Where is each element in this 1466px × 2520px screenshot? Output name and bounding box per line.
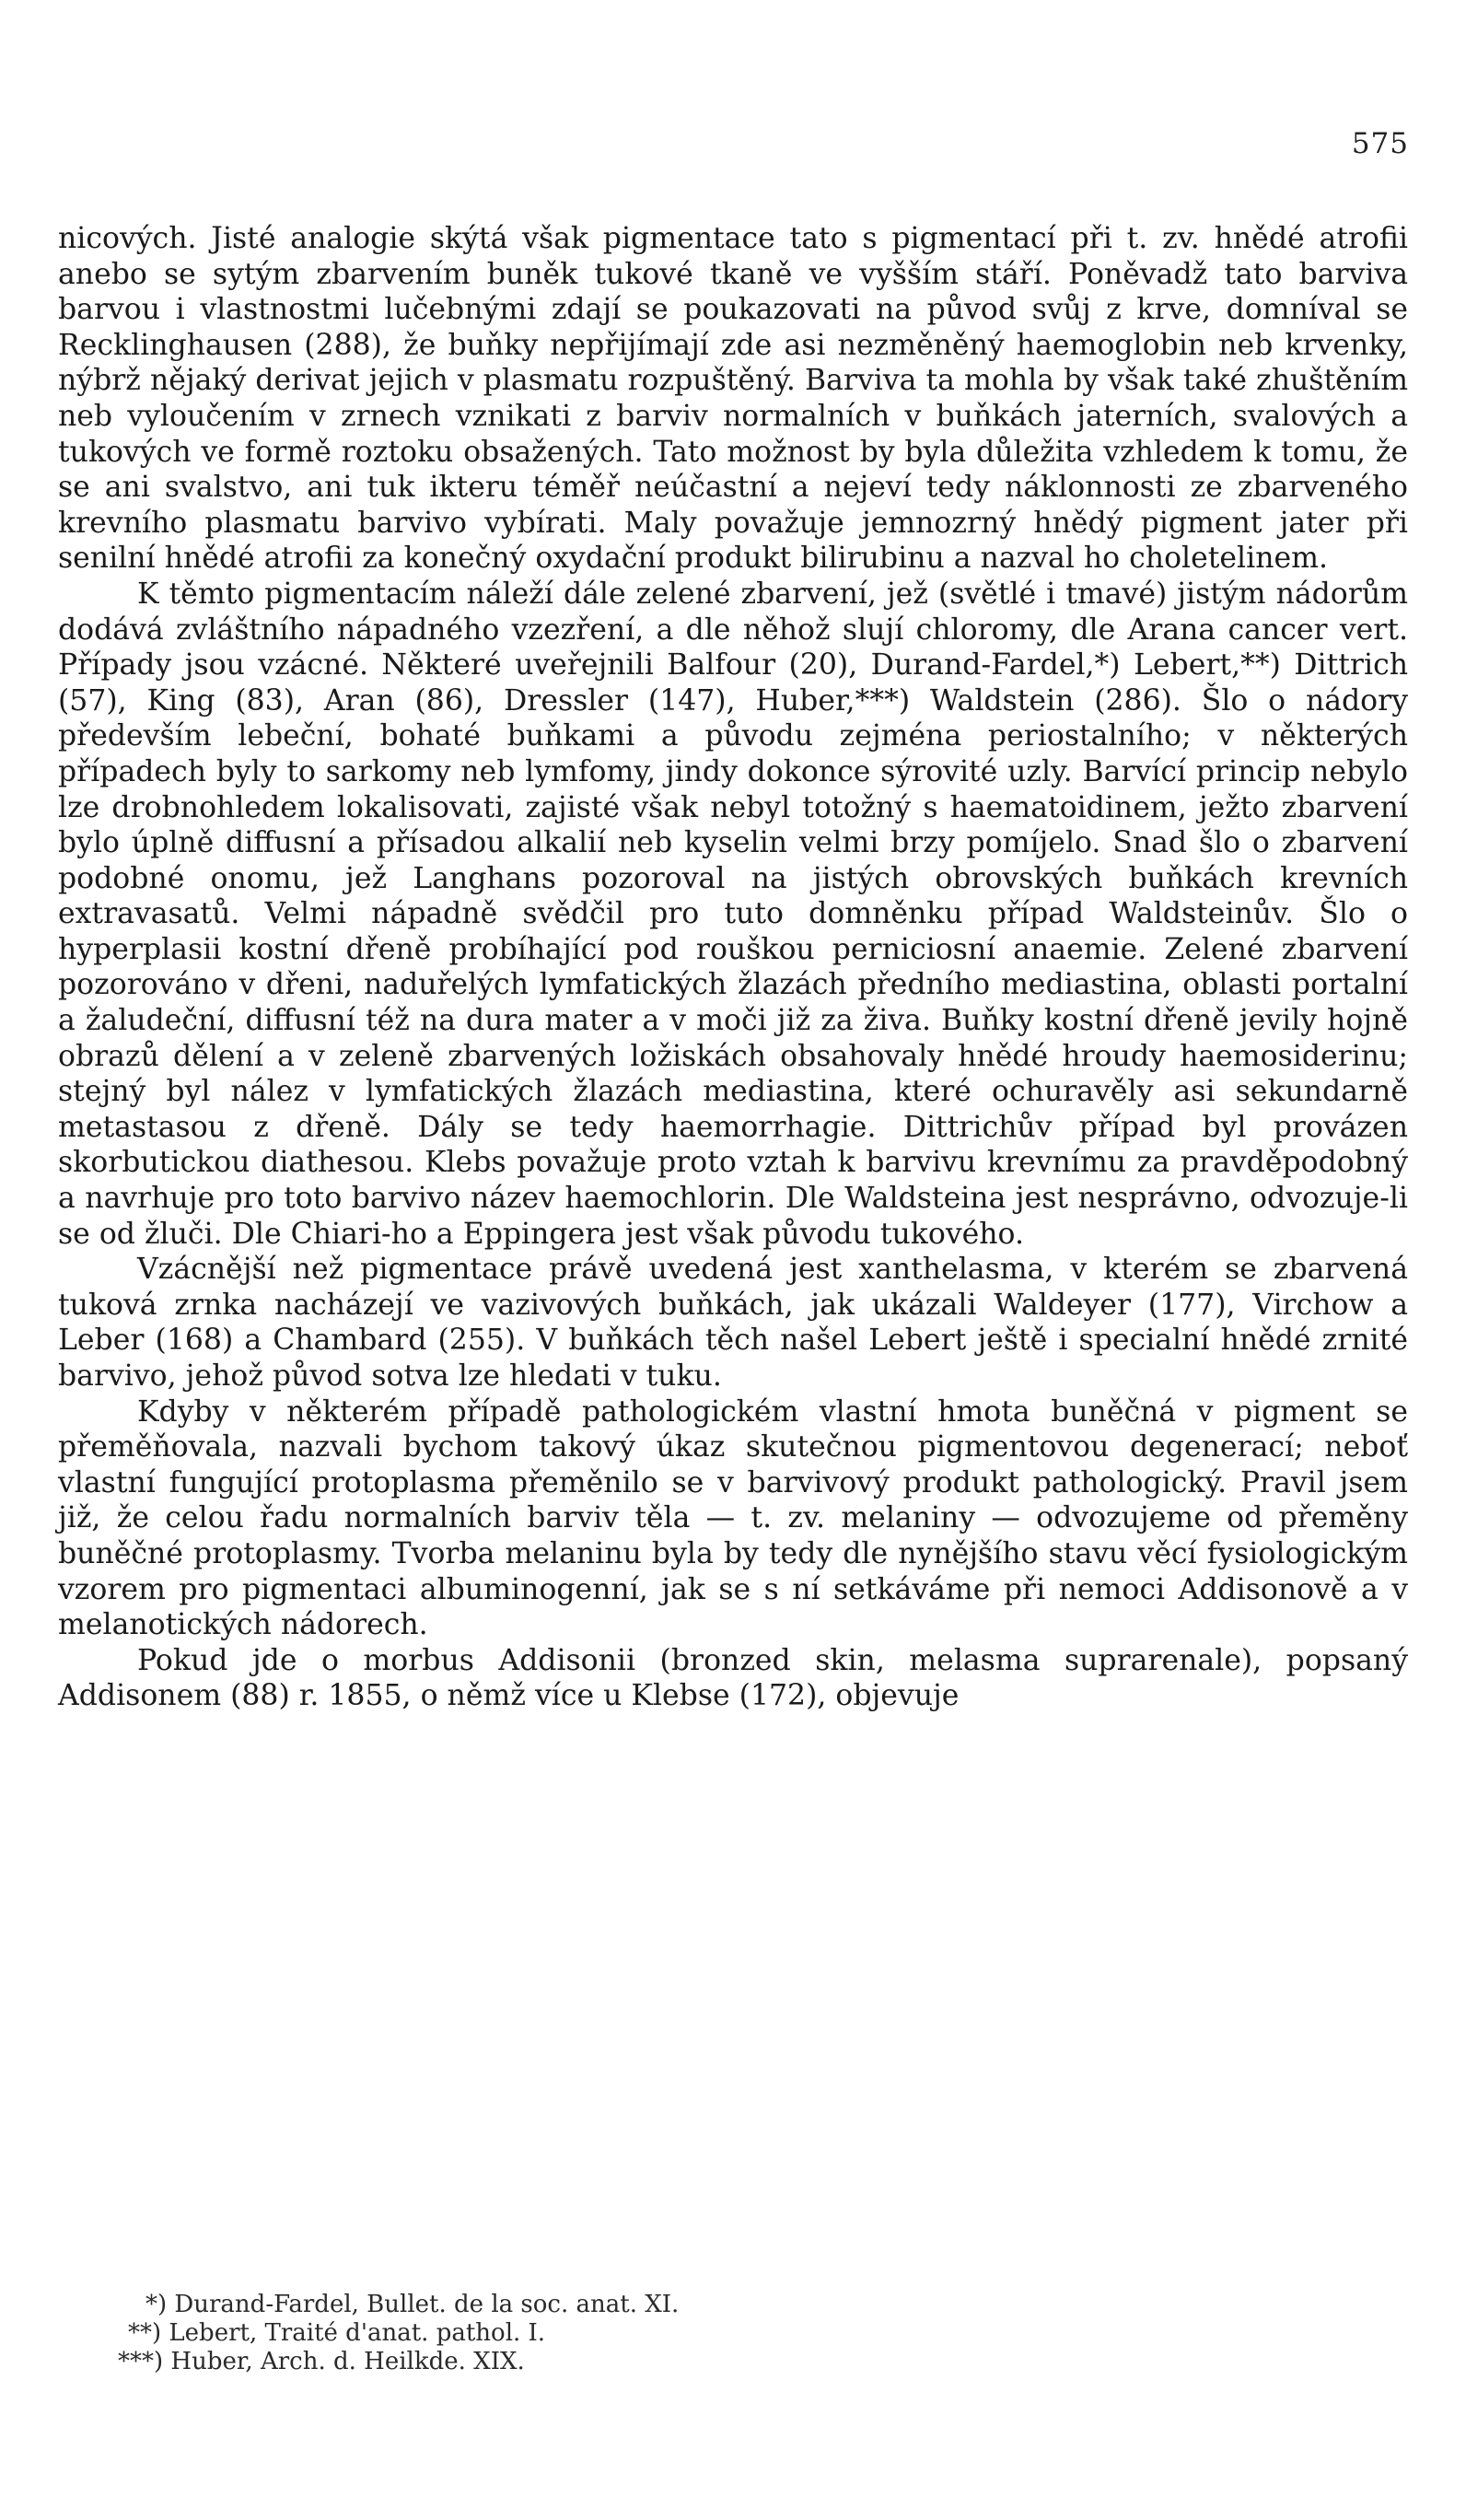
page-number: 575	[1351, 127, 1409, 160]
body-text	[58, 221, 1408, 1714]
footnote-2: **) Lebert, Traité d'anat. pathol. I.	[128, 2319, 546, 2347]
footnote-1: *) Durand-Fardel, Bullet. de la soc. anat. XI.	[145, 2291, 680, 2318]
footnote-3: ***) Huber, Arch. d. Heilkde. XIX.	[118, 2348, 525, 2375]
paragraph-3: Vzácnější než pigmentace právě uvedená jest xanthelasma, v kterém se zbarvená tuková zrnka nacházejí ve vazivových buňkách, jak ukázali Waldeyer (177), Virchow a Leber (168) a Chambard (255). V buňkách těch našel Lebert ještě i specialní hnědé zrnité barvivo, jehož původ sotva lze hledati v tuku.	[58, 1253, 1408, 1393]
paragraph-4: Kdyby v některém případě pathologickém vlastní hmota buněčná v pigment se přeměňovala, nazvali bychom takový úkaz skutečnou pigmentovou degenerací; neboť vlastní fungující protoplasma přeměnilo se v barvivový produkt pathologický. Pravil jsem již, že celou řadu normalních barviv těla — t. zv. melaniny — odvozujeme od přeměny buněčné protoplasmy. Tvorba melaninu byla by tedy dle nynějšího stavu věcí fysiologickým vzorem pro pigmentaci albuminogenní, jak se s ní setkáváme při nemoci Addisonově a v melanotických nádorech.	[58, 1394, 1408, 1642]
paragraph-1: nicových. Jisté analogie skýtá však pigmentace tato s pigmentací při t. zv. hnědé atrofii anebo se sytým zbarvením buněk tukové tkaně ve vyšším stáří. Poněvadž tato barviva barvou i vlastnostmi lučebnými zdají se poukazovati na původ svůj z krve, domníval se Recklinghausen (288), že buňky nepřijímají zde asi nezměněný haemoglobin neb krvenky, nýbrž nějaký derivat jejich v plasmatu rozpuštěný. Barviva ta mohla by však také zhuštěním neb vyloučením v zrnech vznikati z barviv normalních v buňkách jaterních, svalových a tukových ve formě roztoku obsažených. Tato možnost by byla důležita vzhledem k tomu, že se ani svalstvo, ani tuk ikteru téměř neúčastní a nejeví tedy náklonnosti ze zbarveného krevního plasmatu barvivo vybírati. Maly považuje jemnozrný hnědý pigment jater při senilní hnědé atrofii za konečný oxydační produkt bilirubinu a nazval ho choletelinem.	[58, 222, 1408, 576]
paragraph-2: K těmto pigmentacím náleží dále zelené zbarvení, jež (světlé i tmavé) jistým nádorům dodává zvláštního nápadného vzezření, a dle něhož slují chloromy, dle Arana cancer vert. Případy jsou vzácné. Některé uveřejnili Balfour (20), Durand-Fardel,*) Lebert,**) Dittrich (57), King (83), Aran (86), Dressler (147), Huber,***) Waldstein (286). Šlo o nádory především lebeční, bohaté buňkami a původu zejména periostalního; v některých případech byly to sarkomy neb lymfomy, jindy dokonce sýrovité uzly. Barvící princip nebylo lze drobnohledem lokalisovati, zajisté však nebyl totožný s haematoidinem, ježto zbarvení bylo úplně diffusní a přísadou alkalií neb kyselin velmi brzy pomíjelo. Snad šlo o zbarvení podobné onomu, jež Langhans pozoroval na jistých obrovských buňkách krevních extravasatů. Velmi nápadně svědčil pro tuto domněnku případ Waldsteinův. Šlo o hyperplasii kostní dřeně probíhající pod rouškou perniciosní anaemie. Zelené zbarvení pozorováno v dřeni, naduřelých lymfatických žlazách předního mediastina, oblasti portalní a žaludeční, diffusní též na dura mater a v moči již za živa. Buňky kostní dřeně jevily hojně obrazů dělení a v zeleně zbarvených ložiskách obsahovaly hnědé hroudy haemosiderinu; stejný byl nález v lymfatických žlazách mediastina, které ochuravěly asi sekundarně metastasou z dřeně. Dály se tedy haemorrhagie. Dittrichův případ byl provázen skorbutickou diathesou. Klebs považuje proto vztah k barvivu krevnímu za pravděpodobný a navrhuje pro toto barvivo název haemochlorin. Dle Waldsteina jest nesprávno, odvozuje-li se od žluči. Dle Chiari-ho a Eppingera jest však původu tukového.	[58, 577, 1408, 1251]
paragraph-5: Pokud jde o morbus Addisonii (bronzed skin, melasma suprarenale), popsaný Addisonem (88) r. 1855, o němž více u Klebse (172), objevuje	[58, 1643, 1408, 1713]
